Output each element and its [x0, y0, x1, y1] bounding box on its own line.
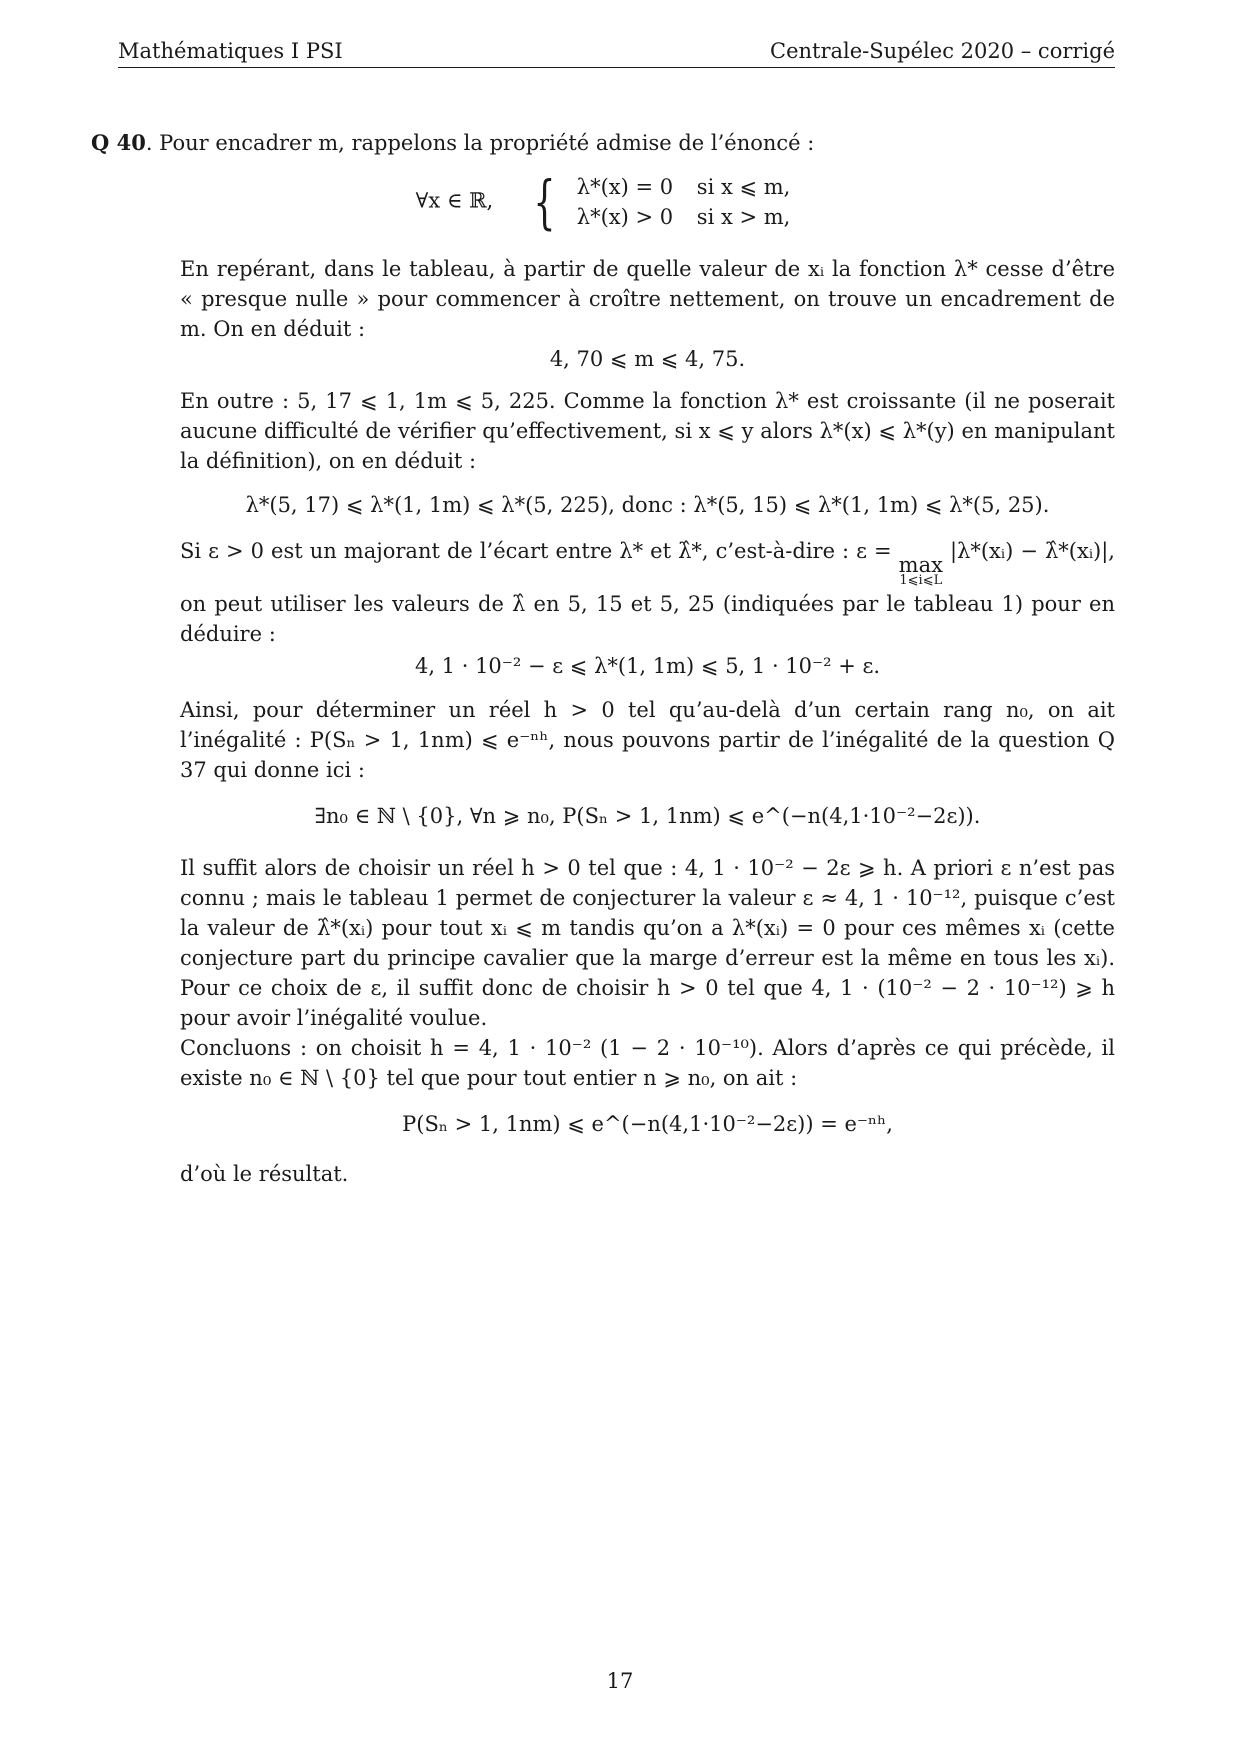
- equation-5: P(Sₙ > 1, 1nm) ⩽ e^(−n(4,1·10⁻²−2ε)) = e⁻ⁿʰ,: [402, 1112, 893, 1136]
- max-operator: [898, 553, 943, 589]
- paragraph-3-c: on peut utiliser les valeurs de λ̂ en 5, 15 et 5, 25 (indiquées par le tableau 1) pour en déduire :: [180, 592, 1115, 646]
- case1-cond: si x ⩽ m,: [696, 175, 791, 199]
- equation-1: 4, 70 ⩽ m ⩽ 4, 75.: [549, 347, 746, 371]
- case1-eq: λ*(x) = 0: [576, 175, 674, 199]
- equation-4: ∃n₀ ∈ ℕ \ {0}, ∀n ⩾ n₀, P(Sₙ > 1, 1nm) ⩽ e^(−n(4,1·10⁻²−2ε)).: [314, 804, 981, 828]
- paragraph-4: Ainsi, pour déterminer un réel h > 0 tel qu’au-delà d’un certain rang n₀, on ait l’inégalité : P(Sₙ > 1, 1nm) ⩽ e⁻ⁿʰ, nous pouvons partir de l’inégalité de la question Q 37 qui donne ici :: [180, 698, 1115, 782]
- paragraph-1: En repérant, dans le tableau, à partir de quelle valeur de xᵢ la fonction λ* cesse d’être « presque nulle » pour commencer à croître nettement, on trouve un encadrement de m. On en déduit :: [180, 257, 1115, 341]
- equation-3: 4, 1 · 10⁻² − ε ⩽ λ*(1, 1m) ⩽ 5, 1 · 10⁻² + ε.: [414, 654, 881, 678]
- paragraph-3: [180, 536, 1115, 649]
- question-label: Q 40: [91, 130, 146, 155]
- paragraph-6: Concluons : on choisit h = 4, 1 · 10⁻² (1 − 2 · 10⁻¹⁰). Alors d’après ce qui précède, il existe n₀ ∈ ℕ \ {0} tel que pour tout entier n ⩾ n₀, on ait :: [180, 1036, 1115, 1090]
- running-header: [118, 38, 1115, 68]
- question-intro-text: . Pour encadrer m, rappelons la propriété admise de l’énoncé :: [145, 131, 815, 155]
- brace-icon: {: [533, 168, 556, 236]
- paragraph-3-a: Si ε > 0 est un majorant de l’écart entre λ* et λ̂*, c’est-à-dire : ε =: [180, 539, 899, 563]
- page-body: [91, 128, 1115, 1189]
- system-quantifier: ∀x ∈ ℝ,: [415, 188, 494, 213]
- case2-eq: λ*(x) > 0: [576, 205, 674, 229]
- question-intro: [91, 128, 1115, 158]
- paragraph-7: d’où le résultat.: [180, 1162, 349, 1186]
- equation-2: λ*(5, 17) ⩽ λ*(1, 1m) ⩽ λ*(5, 225), donc : λ*(5, 15) ⩽ λ*(1, 1m) ⩽ λ*(5, 25).: [245, 493, 1050, 517]
- max-label: max: [898, 553, 943, 577]
- header-right: Centrale-Supélec 2020 – corrigé: [770, 39, 1115, 63]
- header-left: Mathématiques I PSI: [118, 39, 343, 63]
- paragraph-5: Il suffit alors de choisir un réel h > 0 tel que : 4, 1 · 10⁻² − 2ε ⩾ h. A priori ε n’est pas connu ; mais le tableau 1 permet de conjecturer la valeur ε ≈ 4, 1 · 10⁻¹², puisque c’est la valeur de λ̂*(xᵢ) pour tout xᵢ ⩽ m tandis qu’on a λ*(xᵢ) = 0 pour ces mêmes xᵢ (cette conjecture part du principe cavalier que la marge d’erreur est la même en tous les xᵢ). Pour ce choix de ε, il suffit donc de choisir h > 0 tel que 4, 1 · (10⁻² − 2 · 10⁻¹²) ⩾ h pour avoir l’inégalité voulue.: [180, 856, 1115, 1030]
- system-cases: [500, 168, 791, 236]
- paragraph-2: En outre : 5, 17 ⩽ 1, 1m ⩽ 5, 225. Comme la fonction λ* est croissante (il ne poserait aucune difficulté de vérifier qu’effectivement, si x ⩽ y alors λ*(x) ⩽ λ*(y) en manipulant la définition), on en déduit :: [180, 389, 1115, 473]
- case2-cond: si x > m,: [696, 205, 791, 229]
- paragraph-3-b: |λ*(xᵢ) − λ̂*(xᵢ)|,: [942, 539, 1115, 563]
- property-system: [91, 168, 1115, 236]
- page-number: 17: [606, 1669, 634, 1693]
- max-limits: 1⩽i⩽L: [899, 573, 943, 588]
